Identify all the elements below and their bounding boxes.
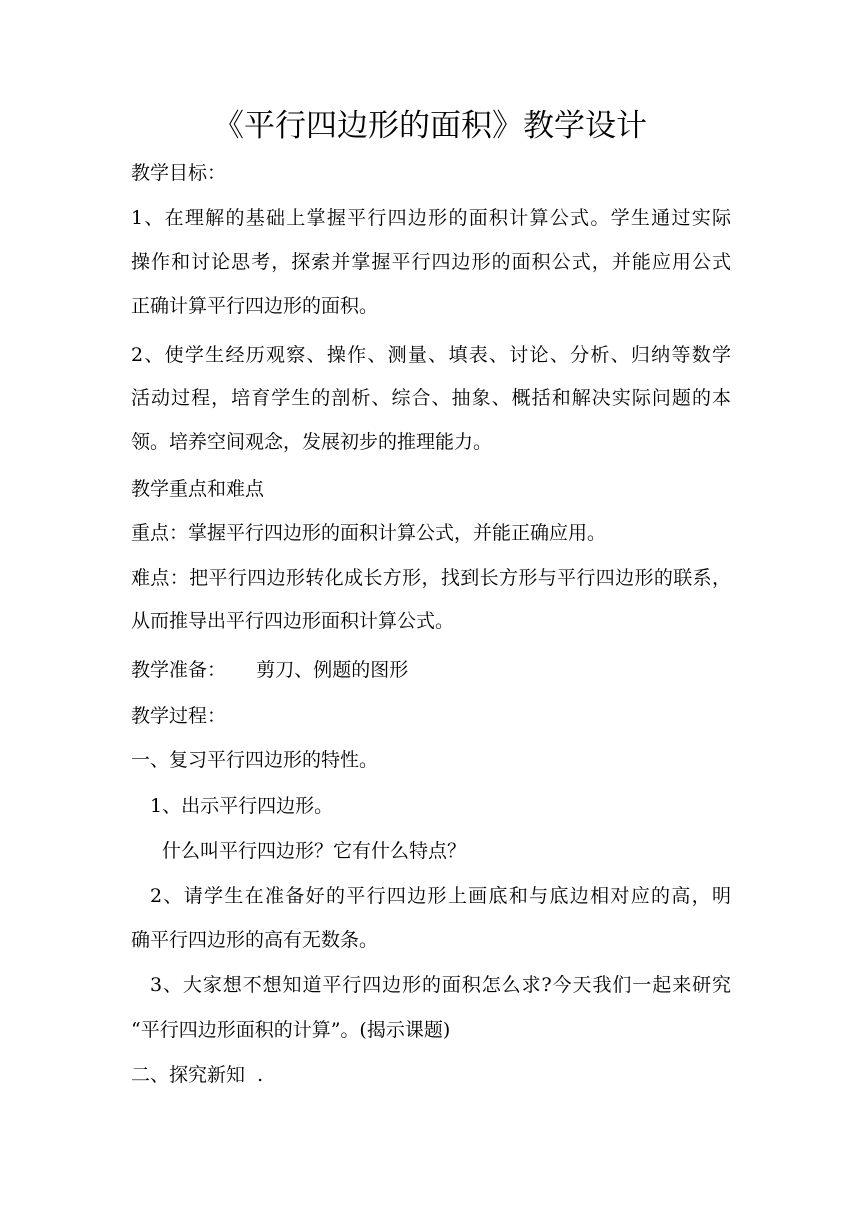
heading-teaching-objectives: 教学目标： [131, 162, 227, 184]
step-1-question: 什么叫平行四边形？它有什么特点？ [162, 840, 467, 862]
objective-1-line-1: 1、在理解的基础上掌握平行四边形的面积计算公式。学生通过实际 [131, 207, 731, 229]
teaching-preparation: 教学准备： 剪刀、例题的图形 [131, 659, 409, 681]
heading-key-points: 教学重点和难点 [131, 478, 265, 500]
heading-teaching-process: 教学过程： [131, 705, 227, 727]
key-point: 重点：掌握平行四边形的面积计算公式，并能正确应用。 [131, 522, 607, 544]
objective-2-line-3: 领。培养空间观念，发展初步的推理能力。 [131, 431, 493, 453]
objective-1-line-3: 正确计算平行四边形的面积。 [131, 295, 379, 317]
objective-1-line-2: 操作和讨论思考，探索并掌握平行四边形的面积公式，并能应用公式 [131, 251, 731, 273]
objective-2-line-1: 2、使学生经历观察、操作、测量、填表、讨论、分析、归纳等数学 [131, 344, 731, 366]
section-2-heading: 二、探究新知 . [131, 1064, 264, 1086]
step-1: 1、出示平行四边形。 [150, 795, 334, 817]
difficult-point-line-2: 从而推导出平行四边形面积计算公式。 [131, 610, 455, 632]
difficult-point-line-1: 难点：把平行四边形转化成长方形，找到长方形与平行四边形的联系， [131, 567, 731, 589]
objective-2-line-2: 活动过程，培育学生的剖析、综合、抽象、概括和解决实际问题的本 [131, 387, 731, 409]
document-title: 《平行四边形的面积》教学设计 [213, 108, 647, 144]
step-2-line-2: 确平行四边形的高有无数条。 [131, 929, 379, 951]
step-3-line-1: 3、大家想不想知道平行四边形的面积怎么求?今天我们一起来研究 [150, 974, 731, 996]
step-3-line-2: “平行四边形面积的计算”。(揭示课题) [131, 1019, 451, 1041]
step-2-line-1: 2、请学生在准备好的平行四边形上画底和与底边相对应的高，明 [150, 885, 731, 907]
section-1-heading: 一、复习平行四边形的特性。 [131, 749, 379, 771]
